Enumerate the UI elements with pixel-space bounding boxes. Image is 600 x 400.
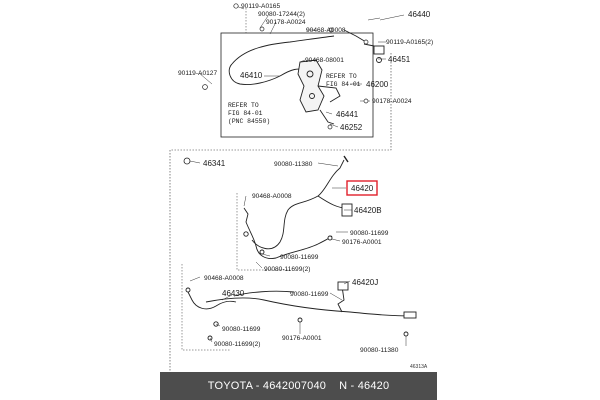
cable-46420 bbox=[244, 156, 352, 259]
label-90178-a0024-top: 90178-A0024 bbox=[266, 19, 306, 26]
label-90468-a0008-low: 90468-A0008 bbox=[204, 275, 244, 282]
label-90080-11699-d: 90080-11699 bbox=[222, 326, 261, 333]
footer-part-number: 4642007040 bbox=[262, 380, 327, 392]
clip-46341 bbox=[184, 158, 190, 164]
label-90468-08001: 90468-08001 bbox=[305, 57, 344, 64]
label-46420j: 46420J bbox=[352, 278, 379, 287]
refer-bottom-line-2: FIG 84-01 bbox=[228, 110, 263, 117]
label-90176-a0001-b: 90176-A0001 bbox=[282, 335, 322, 342]
part-info-footer: TOYOTA - 4642007040 N - 46420 bbox=[160, 372, 437, 400]
label-90119-a0127: 90119-A0127 bbox=[178, 70, 218, 77]
label-90178-a0024: 90178-A0024 bbox=[372, 98, 412, 105]
label-46451: 46451 bbox=[388, 55, 411, 64]
label-90468-a0008-top: 90468-A0008 bbox=[306, 27, 346, 34]
refer-bottom-line-1: REFER TO bbox=[228, 102, 259, 109]
label-46440: 46440 bbox=[408, 10, 431, 19]
label-46420b: 46420B bbox=[354, 206, 382, 215]
label-90176-a0001-a: 90176-A0001 bbox=[342, 239, 382, 246]
label-90119-a0165-2: 90119-A0165(2) bbox=[386, 39, 434, 46]
label-90080-11699-a: 90080-11699 bbox=[350, 230, 389, 237]
label-46252: 46252 bbox=[340, 123, 363, 132]
footer-brand: TOYOTA bbox=[207, 380, 253, 392]
label-90080-11380-bottom: 90080-11380 bbox=[360, 347, 399, 354]
part-labels bbox=[178, 3, 433, 370]
label-46410: 46410 bbox=[240, 71, 263, 80]
label-90080-11699-b: 90080-11699 bbox=[280, 254, 319, 261]
label-90119-a0165: 90119-A0165 bbox=[241, 3, 281, 10]
figure-code: 46313A bbox=[410, 364, 428, 370]
footer-separator: N bbox=[339, 380, 348, 392]
refer-bottom-line-3: (PNC 84550) bbox=[228, 118, 271, 125]
label-46430: 46430 bbox=[222, 289, 245, 298]
refer-top-line-1: REFER TO bbox=[326, 73, 357, 80]
label-90080-11699-2-a: 90080-11699(2) bbox=[264, 266, 311, 273]
label-46441: 46441 bbox=[336, 110, 359, 119]
label-90080-11699-2-b: 90080-11699(2) bbox=[214, 341, 261, 348]
leaders-mid bbox=[190, 161, 352, 268]
label-90080-11699-c: 90080-11699 bbox=[290, 291, 329, 298]
label-90080-17244-2: 90080-17244(2) bbox=[258, 11, 305, 18]
label-90080-11380-top: 90080-11380 bbox=[274, 161, 313, 168]
label-46200: 46200 bbox=[366, 80, 389, 89]
label-46341: 46341 bbox=[203, 159, 226, 168]
label-90468-a0008-mid: 90468-A0008 bbox=[252, 193, 292, 200]
refer-top-line-2: FIG 84-01 bbox=[326, 81, 361, 88]
label-46420: 46420 bbox=[351, 184, 374, 193]
footer-pnc: 46420 bbox=[357, 380, 390, 392]
